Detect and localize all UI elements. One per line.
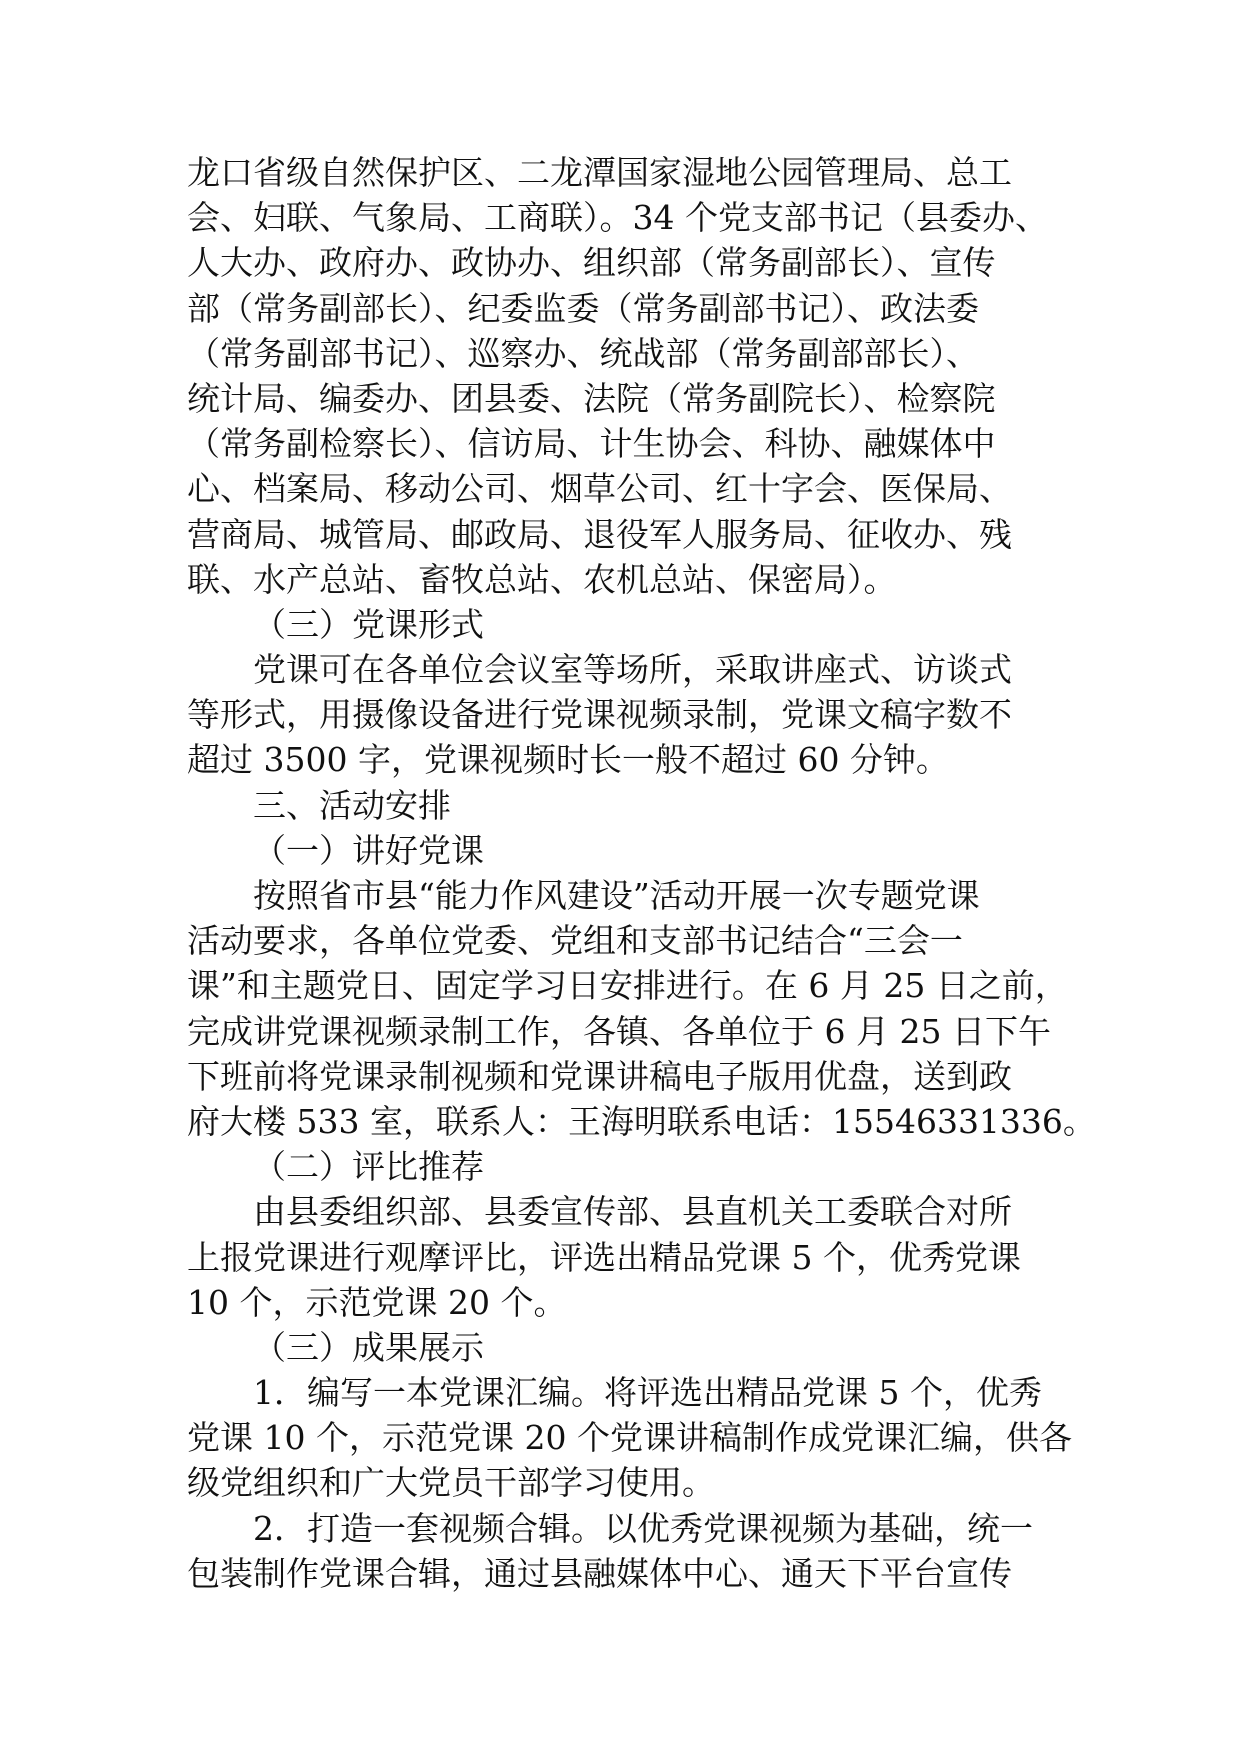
text-line: 人大办、政府办、政协办、组织部（常务副部长）、宣传 xyxy=(187,243,996,283)
text-line: 三、活动安排 xyxy=(253,785,451,825)
text-line: 2．打造一套视频合辑。以优秀党课视频为基础，统一 xyxy=(253,1508,1033,1548)
text-line: 心、档案局、移动公司、烟草公司、红十字会、医保局、 xyxy=(187,469,1012,509)
text-line: 会、妇联、气象局、工商联）。34 个党支部书记（县委办、 xyxy=(187,198,1048,238)
text-line: 由县委组织部、县委宣传部、县直机关工委联合对所 xyxy=(253,1192,1012,1232)
text-line: 按照省市县“能力作风建设”活动开展一次专题党课 xyxy=(253,876,980,915)
text-line: 统计局、编委办、团县委、法院（常务副院长）、检察院 xyxy=(187,378,996,418)
text-line: 龙口省级自然保护区、二龙潭国家湿地公园管理局、总工 xyxy=(187,153,1012,192)
text-line: （二）评比推荐 xyxy=(253,1147,484,1187)
document-body xyxy=(187,150,1096,1596)
text-line: （三）成果展示 xyxy=(253,1327,484,1367)
text-line: 联、水产总站、畜牧总站、农机总站、保密局）。 xyxy=(187,559,897,599)
text-line: 上报党课进行观摩评比，评选出精品党课 5 个，优秀党课 xyxy=(187,1237,1021,1277)
text-line: 党课 10 个，示范党课 20 个党课讲稿制作成党课汇编，供各 xyxy=(187,1418,1072,1458)
text-line: 等形式，用摄像设备进行党课视频录制，党课文稿字数不 xyxy=(187,695,1012,735)
text-line: 包装制作党课合辑，通过县融媒体中心、通天下平台宣传 xyxy=(187,1553,1012,1593)
text-line: 营商局、城管局、邮政局、退役军人服务局、征收办、残 xyxy=(187,514,1012,554)
text-line: （一）讲好党课 xyxy=(253,830,484,870)
text-line: 级党组织和广大党员干部学习使用。 xyxy=(187,1463,715,1503)
text-line: 完成讲党课视频录制工作，各镇、各单位于 6 月 25 日下午 xyxy=(187,1011,1051,1051)
text-line: （常务副检察长）、信访局、计生协会、科协、融媒体中 xyxy=(187,424,996,464)
text-line: 下班前将党课录制视频和党课讲稿电子版用优盘，送到政 xyxy=(187,1056,1012,1096)
text-line: （三）党课形式 xyxy=(253,604,484,644)
text-line: 10 个，示范党课 20 个。 xyxy=(187,1282,567,1322)
text-line: 府大楼 533 室，联系人：王海明联系电话：15546331336。 xyxy=(187,1101,1096,1141)
text-line: 党课可在各单位会议室等场所，采取讲座式、访谈式 xyxy=(253,650,1012,690)
text-line: 1．编写一本党课汇编。将评选出精品党课 5 个，优秀 xyxy=(253,1373,1042,1413)
text-line: 课”和主题党日、固定学习日安排进行。在 6 月 25 日之前， xyxy=(187,966,1068,1006)
text-line: （常务副部书记）、巡察办、统战部（常务副部部长）、 xyxy=(187,333,979,373)
text-line: 部（常务副部长）、纪委监委（常务副部书记）、政法委 xyxy=(187,288,979,328)
text-line: 超过 3500 字，党课视频时长一般不超过 60 分钟。 xyxy=(187,740,949,780)
text-line: 活动要求，各单位党委、党组和支部书记结合“三会一 xyxy=(187,921,963,961)
